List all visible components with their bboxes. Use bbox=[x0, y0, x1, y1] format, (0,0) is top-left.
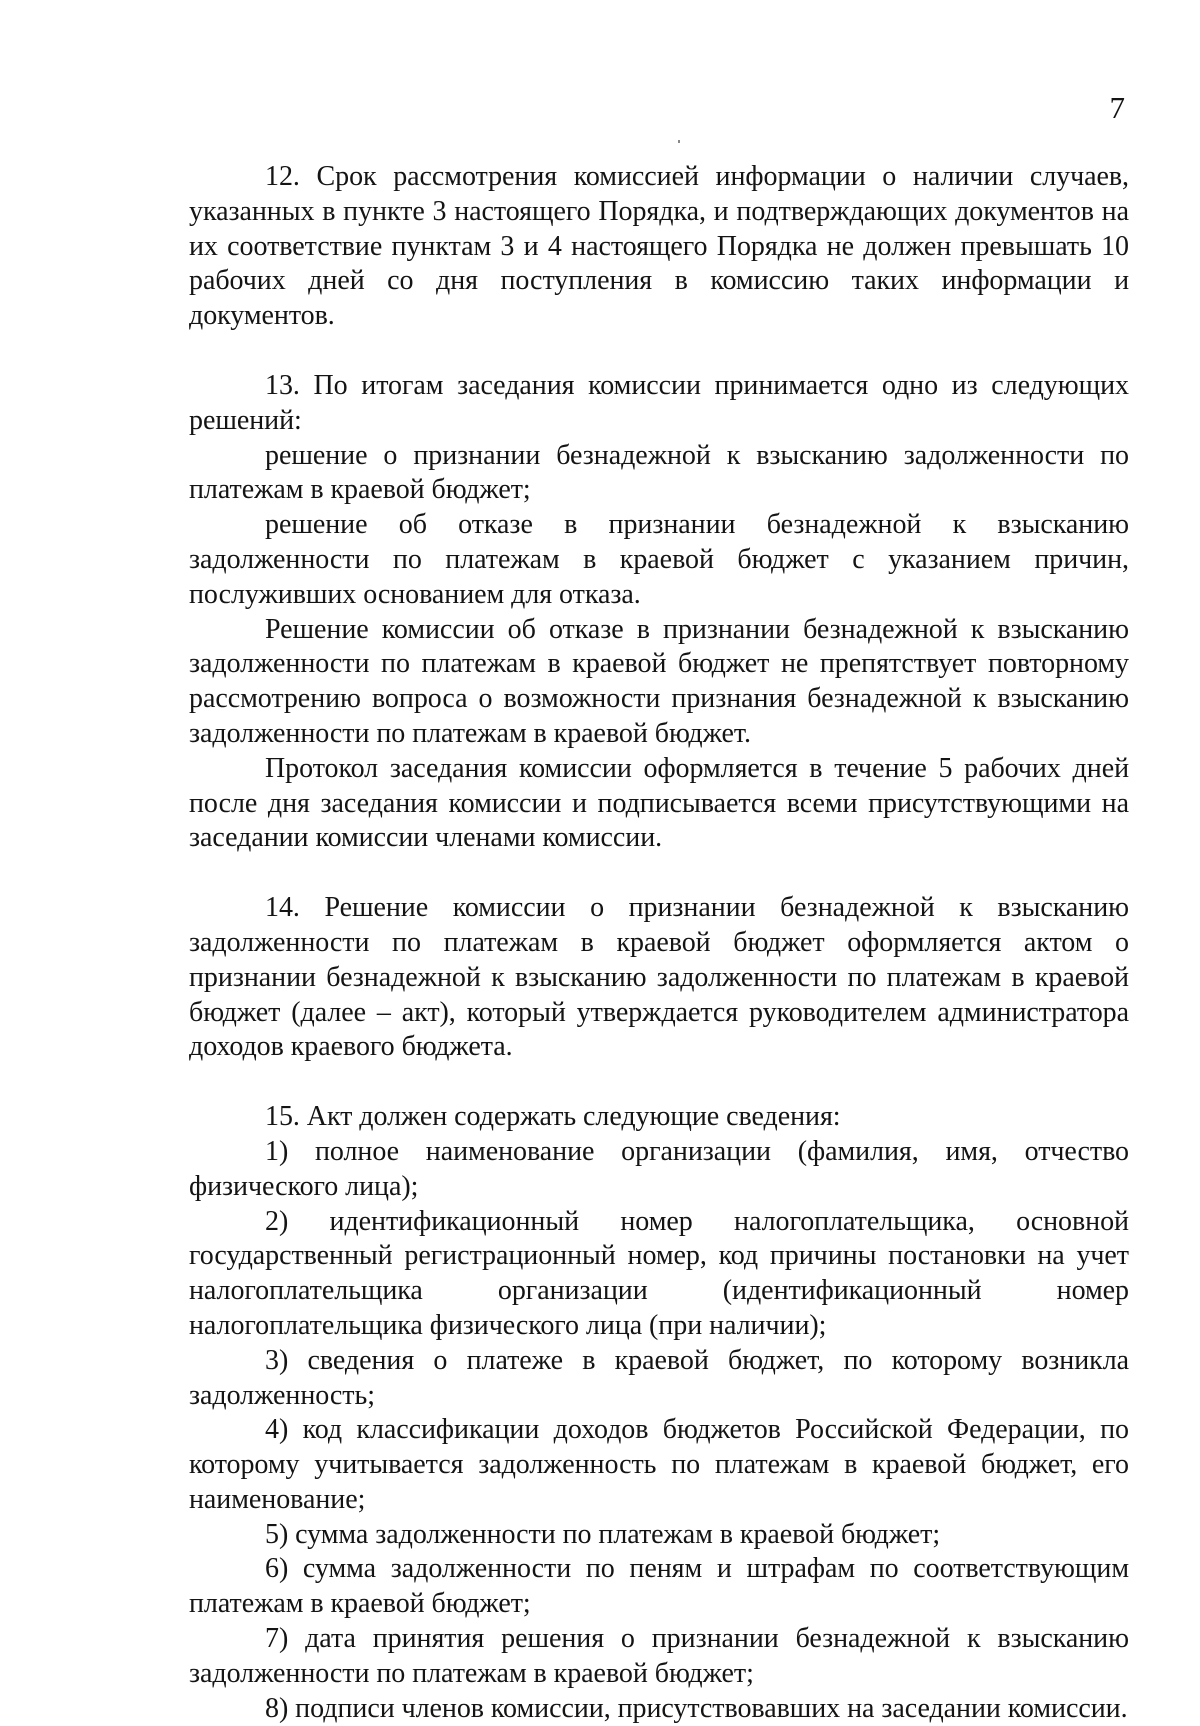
page-number: 7 bbox=[1109, 90, 1125, 125]
paragraph: Решение комиссии об отказе в признании безнадежной к взысканию задолженности по платежам в краевой бюджет не препятствует повторному рассмотрению вопроса о возможности признания безнадежной к взысканию задолженности по платежам в краевой бюджет. bbox=[189, 613, 1129, 749]
section-14 bbox=[189, 891, 1129, 1065]
list-item: 2) идентификационный номер налогоплательщика, основной государственный регистрационный номер, код причины постановки на учет налогоплательщика организации (идентификационный номер налогоплательщика физического лица (при наличии); bbox=[189, 1205, 1129, 1341]
list-item: 1) полное наименование организации (фамилия, имя, отчество физического лица); bbox=[189, 1135, 1129, 1202]
paragraph: 15. Акт должен содержать следующие сведения: bbox=[265, 1101, 841, 1133]
document-body bbox=[189, 160, 1129, 1726]
paragraph: 13. По итогам заседания комиссии принимается одно из следующих решений: bbox=[189, 369, 1129, 436]
list-item: 3) сведения о платеже в краевой бюджет, по которому возникла задолженность; bbox=[189, 1344, 1129, 1411]
paragraph: решение о признании безнадежной к взысканию задолженности по платежам в краевой бюджет; bbox=[189, 439, 1129, 506]
list-item: 8) подписи членов комиссии, присутствовавших на заседании комиссии. bbox=[265, 1692, 1128, 1724]
paragraph: Протокол заседания комиссии оформляется в течение 5 рабочих дней после дня заседания комиссии и подписывается всеми присутствующими на заседании комиссии членами комиссии. bbox=[189, 752, 1129, 854]
list-item: 7) дата принятия решения о признании безнадежной к взысканию задолженности по платежам в краевой бюджет; bbox=[189, 1623, 1129, 1689]
list-item: 5) сумма задолженности по платежам в краевой бюджет; bbox=[265, 1518, 941, 1550]
list-item: 4) код классификации доходов бюджетов Российской Федерации, по которому учитывается задолженность по платежам в краевой бюджет, его наименование; bbox=[189, 1414, 1129, 1515]
section-15 bbox=[189, 1100, 1129, 1726]
scan-speck bbox=[678, 140, 680, 143]
paragraph: 14. Решение комиссии о признании безнадежной к взысканию задолженности по платежам в краевой бюджет оформляется актом о признании безнадежной к взысканию задолженности по платежам в краевой бюджет (далее – акт), который утверждается руководителем администратора доходов краевого бюджета. bbox=[189, 892, 1129, 1063]
paragraph: 12. Срок рассмотрения комиссией информации о наличии случаев, указанных в пункте 3 настоящего Порядка, и подтверждающих документов на их соответствие пунктам 3 и 4 настоящего Порядка не должен превышать 10 рабочих дней со дня поступления в комиссию таких информации и документов. bbox=[189, 161, 1129, 332]
section-13 bbox=[189, 369, 1129, 856]
list-item: 6) сумма задолженности по пеням и штрафам по соответствующим платежам в краевой бюджет; bbox=[189, 1553, 1129, 1620]
paragraph: решение об отказе в признании безнадежной к взысканию задолженности по платежам в краевой бюджет с указанием причин, послуживших основанием для отказа. bbox=[189, 509, 1129, 610]
section-12 bbox=[189, 160, 1129, 334]
